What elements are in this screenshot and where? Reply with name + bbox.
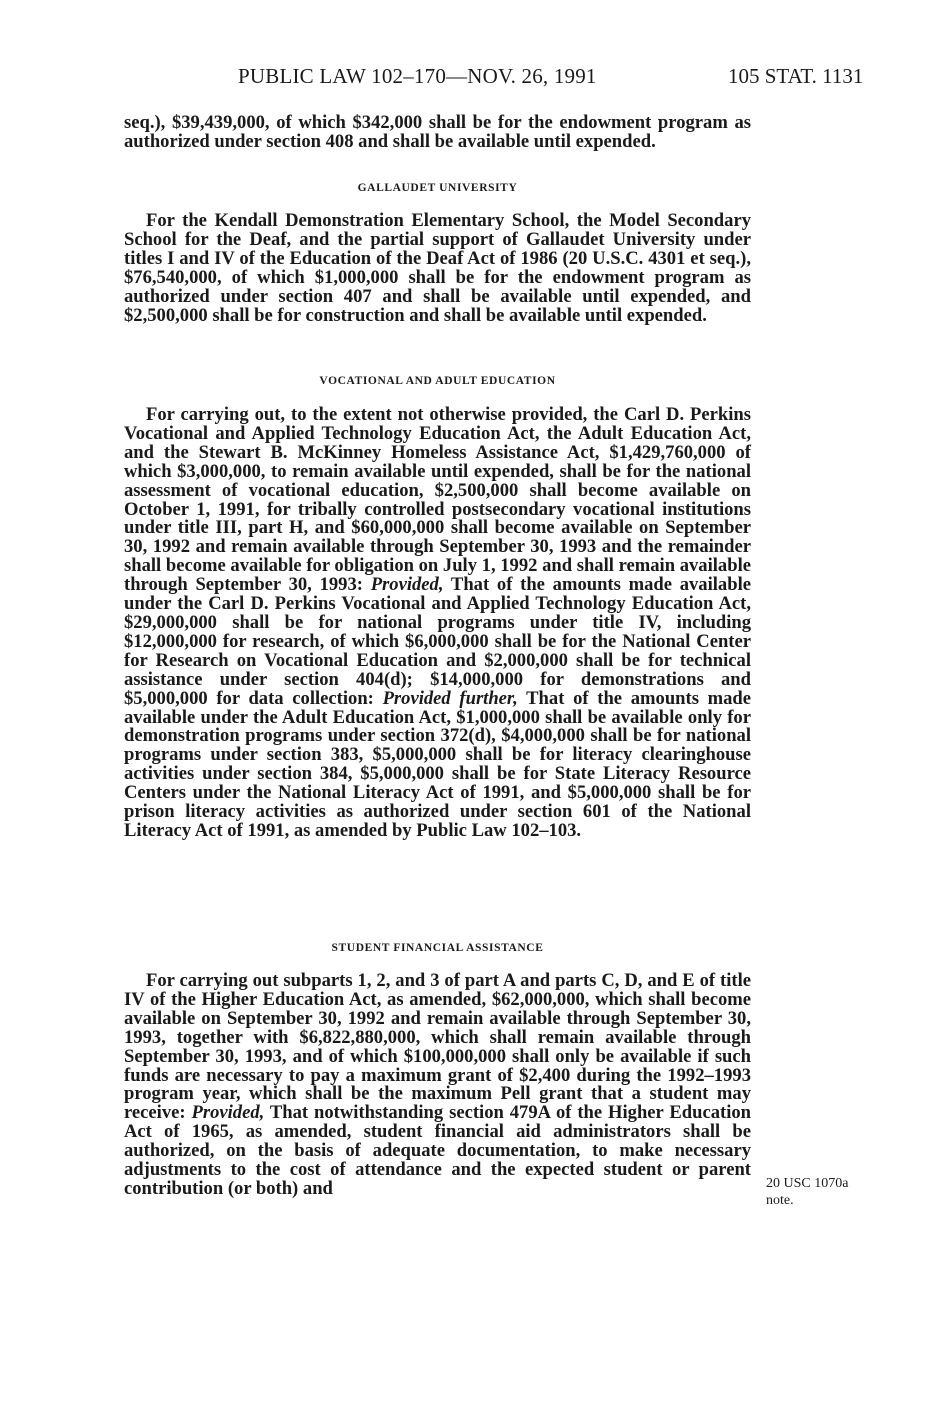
continuation-block [124, 114, 751, 152]
margin-note-suffix: note. [766, 1193, 794, 1208]
vocational-text-1: For carrying out, to the extent not otherwise provided, the Carl D. Perkins Vocational and Applied Technology Education Act, the Adult Education Act, and the Stewart B. McKinney Homeless Assistance Act, $1,429,760,000 of which $3,000,000, to remain available until expended, shall be for the national assessment of vocational education, $2,500,000 shall become available on October 1, 1991, for tribally controlled postsecondary vocational institutions under title III, part H, and $60,000,000 shall become available on September 30, 1992 and remain available through September 30, 1993 and the remainder shall become available for obligation on July 1, 1992 and shall remain available through September 30, 1993: [124, 404, 751, 596]
student-aid-text-2: That notwithstanding section 479A of the Higher Education Act of 1965, as amended, student financial aid administrators shall be authorized, on the basis of adequate documentation, to make necessary adjustments to the cost of attendance and the expected student or parent contribution (or both) and [124, 1102, 751, 1199]
vocational-text-3: That of the amounts made available under the Adult Education Act, $1,000,000 shall be available only for demonstration programs under section 372(d), $4,000,000 shall be for national programs under section 383, $5,000,000 shall be for literacy clearinghouse activities under section 384, $5,000,000 shall be for State Literacy Resource Centers under the National Literacy Act of 1991, and $5,000,000 shall be for prison literacy activities as authorized under section 601 of the National Literacy Act of 1991, as amended by Public Law 102–103. [124, 687, 751, 841]
section-heading-gallaudet: GALLAUDET UNIVERSITY [357, 182, 518, 194]
student-aid-paragraph [124, 972, 751, 1199]
margin-note-citation: 20 USC 1070a [766, 1176, 849, 1191]
page-header-title: PUBLIC LAW 102–170—NOV. 26, 1991 [238, 64, 597, 88]
student-aid-block [124, 972, 751, 1199]
page-header-stat: 105 STAT. 1131 [728, 64, 864, 88]
gallaudet-paragraph: For the Kendall Demonstration Elementary School, the Model Secondary School for the Deaf, and the partial support of Gallaudet University under titles I and IV of the Education of the Deaf Act of 1986 (20 U.S.C. 4301 et seq.), $76,540,000, of which $1,000,000 shall be for the endowment program as authorized under section 407 and shall be available until expended, and $2,500,000 shall be for construction and shall be available until expended. [124, 210, 751, 326]
gallaudet-block [124, 212, 751, 325]
vocational-paragraph [124, 406, 751, 841]
vocational-proviso-1: Provided, [370, 574, 444, 596]
student-aid-proviso: Provided, [191, 1102, 265, 1124]
student-aid-text-1: For carrying out subparts 1, 2, and 3 of part A and parts C, D, and E of title IV of the Higher Education Act, as amended, $62,000,000, which shall become available on September 30, 1992 and remain available through September 30, 1993, together with $6,822,880,000, which shall remain available through September 30, 1993, and of which $100,000,000 shall only be available if such funds are necessary to pay a maximum grant of $2,400 during the 1992–1993 program year, which shall be the maximum Pell grant that a student may receive: [124, 970, 751, 1124]
vocational-block [124, 406, 751, 841]
margin-note [766, 1175, 886, 1209]
continuation-paragraph: seq.), $39,439,000, of which $342,000 shall be for the endowment program as authorized under section 408 and shall be available until expended. [124, 112, 751, 152]
vocational-proviso-2: Provided further, [382, 687, 518, 709]
vocational-text-2: That of the amounts made available under the Carl D. Perkins Vocational and Applied Technology Education Act, $29,000,000 shall be for national programs under title IV, including $12,000,000 for research, of which $6,000,000 shall be for the National Center for Research on Vocational Education and $2,000,000 shall be for technical assistance under section 404(d); $14,000,000 for demonstrations and $5,000,000 for data collection: [124, 574, 751, 709]
section-heading-student-aid: STUDENT FINANCIAL ASSISTANCE [331, 942, 544, 954]
section-heading-vocational: VOCATIONAL AND ADULT EDUCATION [319, 375, 556, 387]
